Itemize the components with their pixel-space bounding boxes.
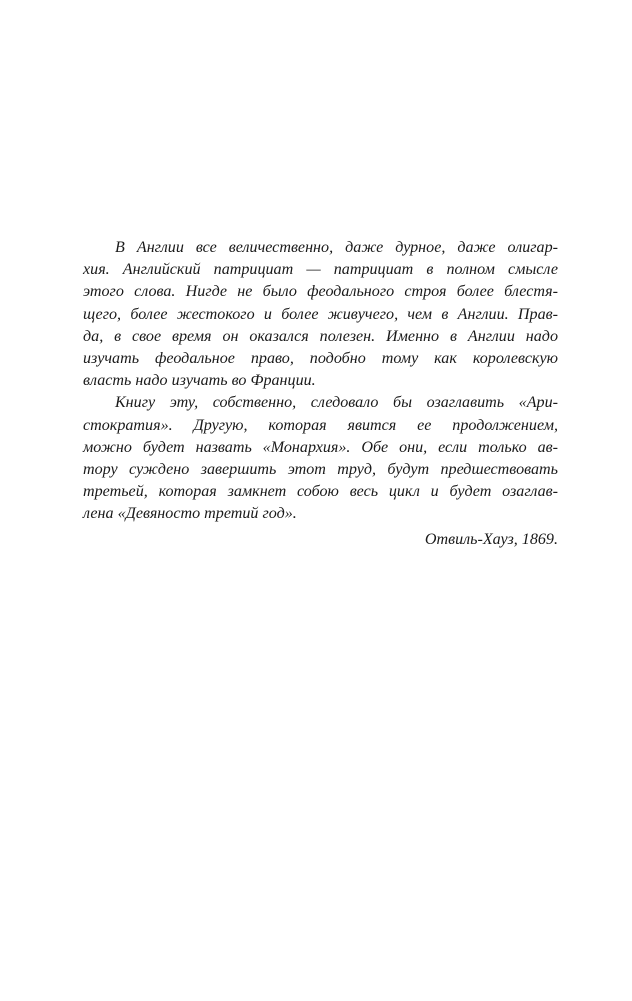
text-line: изучать феодальное право, подобно тому как королевскую xyxy=(83,349,558,367)
text-line: третьей, которая замкнет собою весь цикл и будет озаглав- xyxy=(83,483,558,501)
text-line: этого слова. Нигде не было феодального строя более блестя- xyxy=(83,283,558,301)
text-line: лена «Девяносто третий год». xyxy=(83,505,297,523)
text-line: власть надо изучать во Франции. xyxy=(83,372,316,390)
text-line: можно будет назвать «Монархия». Обе они, если только ав- xyxy=(83,438,558,456)
paragraph-1 xyxy=(83,237,558,392)
paragraph-2 xyxy=(83,392,558,525)
text-line: щего, более жестокого и более живучего, чем в Англии. Прав- xyxy=(83,305,558,323)
text-line: В Англии все величественно, даже дурное, даже олигар- xyxy=(115,239,558,256)
text-line: Книгу эту, собственно, следовало бы озаглавить «Ари- xyxy=(115,394,558,412)
text-line: хия. Английский патрициат — патрициат в полном смысле xyxy=(83,261,558,279)
text-line: да, в свое время он оказался полезен. Именно в Англии надо xyxy=(83,327,558,345)
text-line: тору суждено завершить этот труд, будут предшествовать xyxy=(83,460,558,478)
text-line: стократия». Другую, которая явится ее продолжением, xyxy=(83,416,558,434)
preface-text xyxy=(83,237,558,552)
signature: Отвиль-Хауз, 1869. xyxy=(424,531,558,549)
